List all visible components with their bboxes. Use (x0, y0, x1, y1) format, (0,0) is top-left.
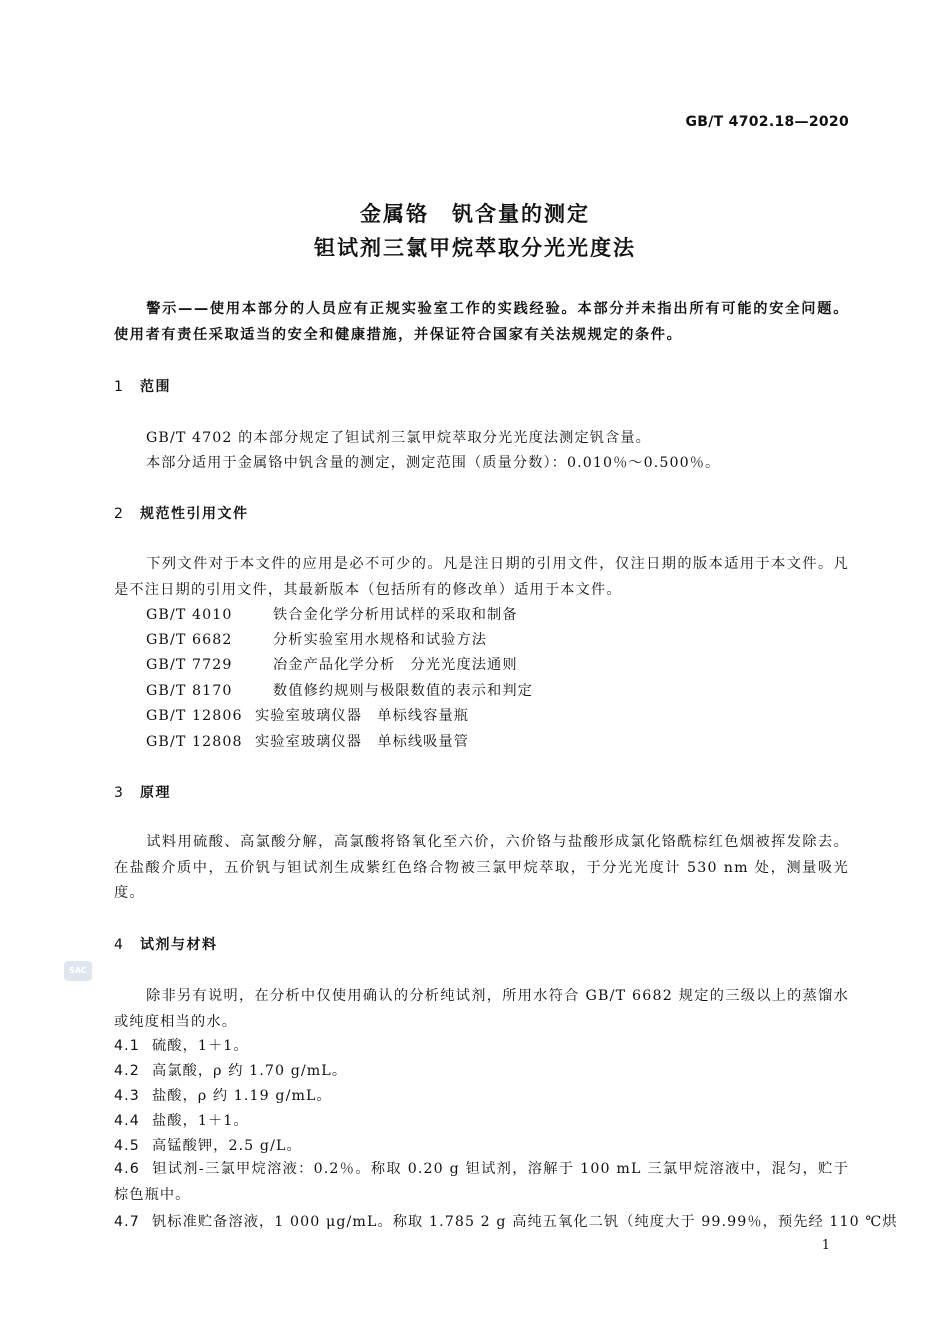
reagent-item (114, 1110, 249, 1130)
section-number: 4 (114, 937, 125, 953)
item-text: 钽试剂-三氯甲烷溶液：0.2％。称取 0.20 g 钽试剂，溶解于 100 mL 三氯甲烷溶液中，混匀，贮于棕色瓶中。 (114, 1161, 849, 1203)
reagents-intro-text: 除非另有说明，在分析中仅使用确认的分析纯试剂，所用水符合 GB/T 6682 规定的三级以上的蒸馏水或纯度相当的水。 (114, 988, 849, 1030)
section-2-heading (114, 503, 249, 523)
section-number: 3 (114, 785, 125, 801)
item-number: 4.5 (114, 1138, 140, 1154)
reagent-item (114, 1085, 332, 1105)
reference-title: 冶金产品化学分析 分光光度法通则 (273, 657, 518, 673)
reagents-intro (114, 984, 849, 1035)
item-text: 盐酸，1＋1。 (152, 1113, 249, 1129)
item-number: 4.4 (114, 1113, 140, 1129)
reference-item (146, 680, 533, 700)
reference-title: 分析实验室用水规格和试验方法 (273, 632, 488, 648)
reagent-item (114, 1211, 898, 1231)
principle-text: 试料用硫酸、高氯酸分解，高氯酸将铬氧化至六价，六价铬与盐酸形成氯化铬酰棕红色烟被挥发除去。在盐酸介质中，五价钒与钽试剂生成紫红色络合物被三氯甲烷萃取，于分光光度计 530 nm 处，测量吸光度。 (114, 834, 849, 901)
standard-code: GB/T 4702.18—2020 (685, 114, 849, 130)
warning-paragraph (114, 297, 849, 348)
reference-item (146, 705, 469, 725)
reference-code: GB/T 7729 (146, 657, 233, 673)
item-text: 硫酸，1＋1。 (152, 1038, 249, 1054)
reference-title: 实验室玻璃仪器 单标线吸量管 (255, 734, 470, 750)
item-text: 钒标准贮备溶液，1 000 μg/mL。称取 1.785 2 g 高纯五氧化二钒（纯度大于 99.99％，预先经 110 ℃烘 (152, 1214, 898, 1230)
section-number: 1 (114, 379, 125, 395)
warning-text: 警示——使用本部分的人员应有正规实验室工作的实践经验。本部分并未指出所有可能的安全问题。使用者有责任采取适当的安全和健康措施，并保证符合国家有关法规规定的条件。 (114, 301, 849, 343)
section-number: 2 (114, 506, 125, 522)
reference-code: GB/T 12806 (146, 708, 243, 724)
item-number: 4.6 (114, 1161, 140, 1177)
reference-item (146, 654, 518, 674)
reference-code: GB/T 6682 (146, 632, 233, 648)
section-title: 试剂与材料 (140, 937, 218, 953)
reference-title: 实验室玻璃仪器 单标线容量瓶 (255, 708, 470, 724)
principle-paragraph (114, 830, 849, 907)
reagent-item (114, 1060, 347, 1080)
reference-code: GB/T 4010 (146, 607, 233, 623)
document-title-line2: 钽试剂三氯甲烷萃取分光光度法 (314, 236, 636, 260)
reference-item (146, 629, 487, 649)
reference-code: GB/T 8170 (146, 683, 233, 699)
scope-paragraph-1: GB/T 4702 的本部分规定了钽试剂三氯甲烷萃取分光光度法测定钒含量。 (146, 430, 651, 446)
section-1-heading (114, 376, 171, 396)
item-number: 4.7 (114, 1214, 140, 1230)
sac-watermark-logo: SAC (64, 961, 92, 981)
section-title: 规范性引用文件 (140, 506, 249, 522)
item-text: 盐酸，ρ 约 1.19 g/mL。 (152, 1088, 332, 1104)
reference-title: 数值修约规则与极限数值的表示和判定 (273, 683, 533, 699)
item-text: 高氯酸，ρ 约 1.70 g/mL。 (152, 1063, 348, 1079)
reference-item (146, 731, 469, 751)
page-number: 1 (821, 1238, 830, 1253)
reagent-item (114, 1157, 849, 1208)
item-text: 高锰酸钾，2.5 g/L。 (152, 1138, 302, 1154)
section-3-heading (114, 782, 171, 802)
intro-text: 下列文件对于本文件的应用是必不可少的。凡是注日期的引用文件，仅注日期的版本适用于本文件。凡是不注日期的引用文件，其最新版本（包括所有的修改单）适用于本文件。 (114, 556, 849, 598)
section-title: 原理 (140, 785, 171, 801)
normative-references-intro (114, 552, 849, 603)
document-title-line1: 金属铬 钒含量的测定 (360, 202, 590, 226)
scope-paragraph-2: 本部分适用于金属铬中钒含量的测定，测定范围（质量分数）：0.010％～0.500％。 (146, 455, 721, 471)
section-4-heading (114, 934, 218, 954)
item-number: 4.2 (114, 1063, 140, 1079)
item-number: 4.1 (114, 1038, 140, 1054)
reagent-item (114, 1035, 249, 1055)
reference-title: 铁合金化学分析用试样的采取和制备 (273, 607, 518, 623)
reference-item (146, 604, 518, 624)
reference-code: GB/T 12808 (146, 734, 243, 750)
section-title: 范围 (140, 379, 171, 395)
item-number: 4.3 (114, 1088, 140, 1104)
reagent-item (114, 1135, 302, 1155)
